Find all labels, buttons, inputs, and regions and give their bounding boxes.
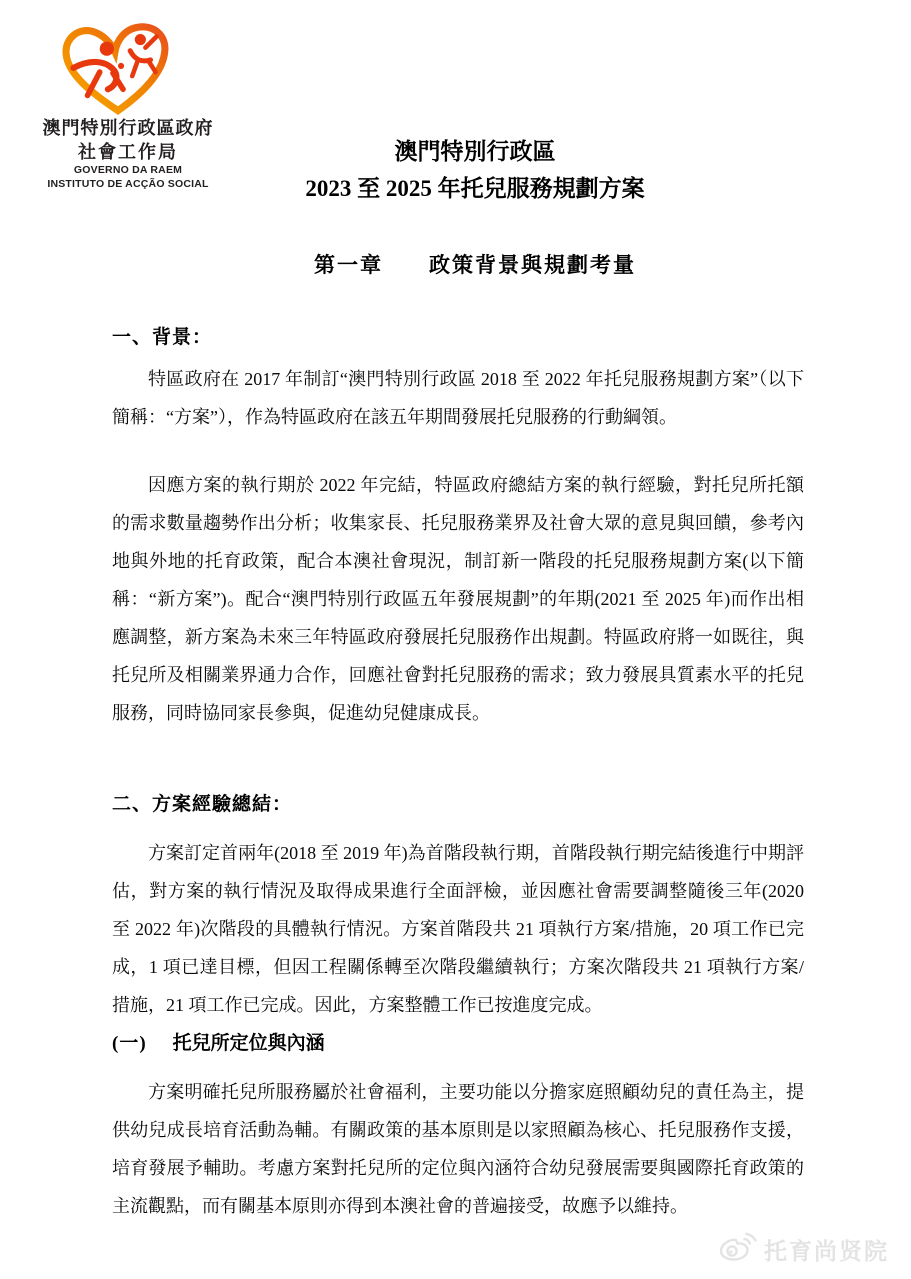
- org-name-zh-line1: 澳門特別行政區政府: [42, 118, 214, 138]
- document-title-line1: 澳門特別行政區: [394, 139, 556, 164]
- chapter-heading: 第一章 政策背景與規劃考量: [314, 253, 636, 277]
- watermark: [718, 1231, 889, 1267]
- document-title-line2: 2023 至 2025 年托兒服務規劃方案: [305, 176, 645, 201]
- subsection1-paragraph1: 方案明確托兒所服務屬於社會福利，主要功能以分擔家庭照顧幼兒的責任為主，提供幼兒成長培育活動為輔。有關政策的基本原則是以家照顧為核心、托兒服務作支援，培育發展予輔助。考慮方案對托兒所的定位與內涵符合幼兒發展需要與國際托育政策的主流觀點，而有關基本原則亦得到本澳社會的普遍接受，故應予以維持。: [112, 1082, 804, 1216]
- watermark-text: 托育尚贤院: [764, 1237, 889, 1264]
- org-name-pt-line2: INSTITUTO DE ACÇÃO SOCIAL: [47, 177, 209, 190]
- weibo-logo-icon: [718, 1231, 758, 1267]
- subsection1-title: 托兒所定位與內涵: [172, 1033, 325, 1054]
- ias-heart-logo-icon: [52, 20, 184, 118]
- section1-paragraph2: 因應方案的執行期於 2022 年完結，特區政府總結方案的執行經驗，對托兒所托額的需求數量趨勢作出分析；收集家長、托兒服務業界及社會大眾的意見與回饋，參考內地與外地的托育政策，配合本澳社會現況，制訂新一階段的托兒服務規劃方案(以下簡稱：“新方案”)。配合“澳門特別行政區五年發展規劃”的年期(2021 至 2025 年)而作出相應調整，新方案為未來三年特區政府發展托兒服務作出規劃。特區政府將一如既往，與托兒所及相關業界通力合作，回應社會對托兒服務的需求；致力發展具質素水平的托兒服務，同時協同家長參與，促進幼兒健康成長。: [112, 475, 804, 723]
- section1-heading: 一、背景：: [112, 327, 213, 348]
- section2-heading: 二、方案經驗總結：: [112, 794, 293, 815]
- document-title: [155, 133, 795, 207]
- org-name-pt-line1: GOVERNO DA RAEM: [73, 164, 183, 176]
- section2-paragraph1: 方案訂定首兩年(2018 至 2019 年)為首階段執行期，首階段執行期完結後進行中期評估，對方案的執行情況及取得成果進行全面評檢，並因應社會需要調整隨後三年(2020 至 2022 年)次階段的具體執行情況。方案首階段共 21 項執行方案/措施，20 項工作已完成，1 項已達目標，但因工程關係轉至次階段繼續執行；方案次階段共 21 項執行方案/措施，21 項工作已完成。因此，方案整體工作已按進度完成。: [112, 843, 804, 1015]
- subsection1-number: (一): [112, 1033, 147, 1054]
- subsection1-heading: [112, 1028, 804, 1055]
- org-name-zh-line2: 社會工作局: [78, 142, 178, 162]
- section1-paragraph1: 特區政府在 2017 年制訂“澳門特別行政區 2018 至 2022 年托兒服務規劃方案”（以下簡稱：“方案”），作為特區政府在該五年期間發展托兒服務的行動綱領。: [112, 369, 804, 427]
